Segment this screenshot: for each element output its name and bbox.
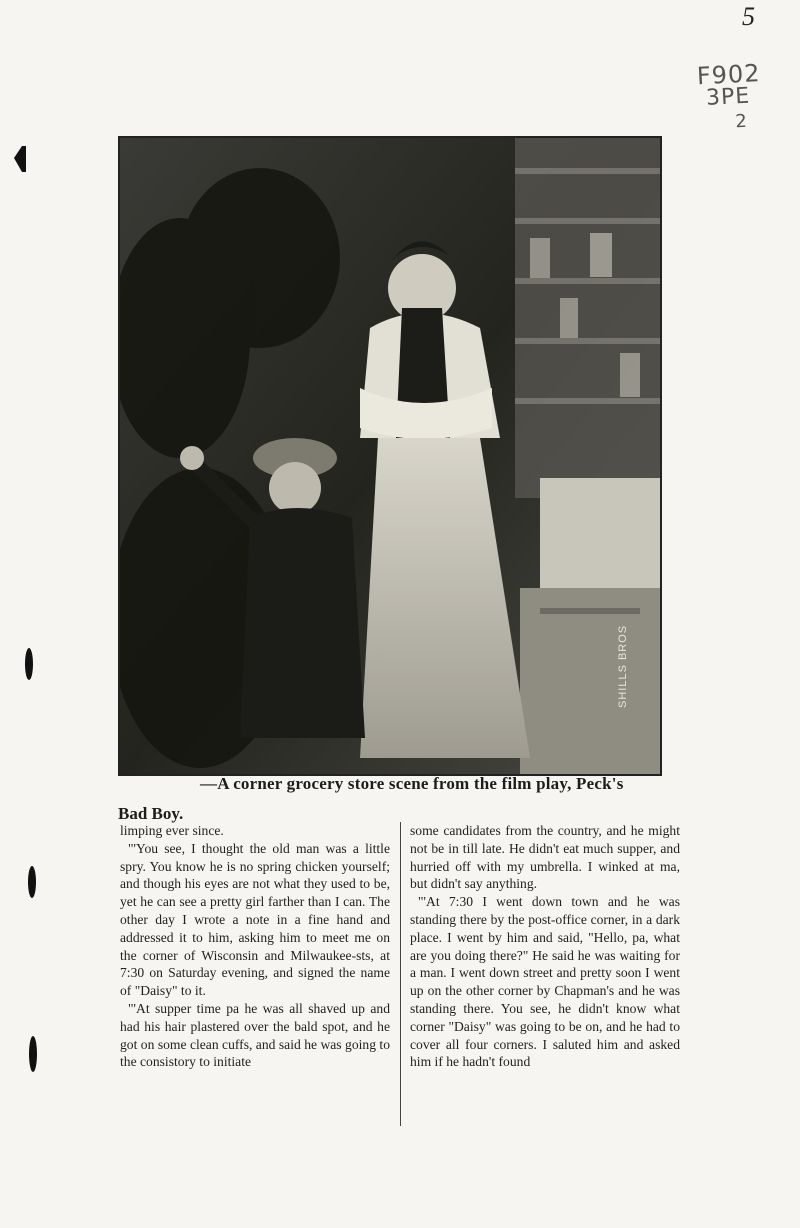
archive-catalog-mark bbox=[696, 58, 790, 135]
photo-caption-continued: Bad Boy. bbox=[118, 804, 184, 823]
article-paragraph: "'At 7:30 I went down town and he was standing there by the post-office corner, in a dark place. I went by him and said, "Hello, pa, what are you doing there?" He said he was waiting for a man. I went down street and pretty soon I went up on the other corner by Chapman's and he was standing there. You see, he didn't know what corner "Daisy" was going to be on, and he had to cover all four corners. I saluted him and asked him if he hadn't found bbox=[410, 894, 680, 1070]
article-paragraph: "'At supper time pa he was all shaved up and had his hair plastered over the bald spot, and he got on some clean cuffs, and said he was going to the consistory to initiate bbox=[120, 1000, 390, 1070]
article-paragraph: limping ever since. bbox=[120, 823, 224, 838]
photo-credit: SHILLS BROS bbox=[617, 624, 629, 708]
article-paragraph: "'You see, I thought the old man was a little spry. You know he is no spring chicken yourself; and though his eyes are not what they used to be, yet he can see a pretty girl farther than I can. The other day I wrote a note in a fine hand and addressed it to him, asking him to meet me on the corner of Wisconsin and Milwaukee-sts, at 7:30 on Saturday evening, and signed the name of "Daisy" to it. bbox=[120, 840, 390, 999]
store-shelves bbox=[515, 138, 660, 498]
binder-hole-2 bbox=[28, 866, 36, 898]
archive-mark-line3: 2 bbox=[734, 110, 748, 133]
photo-caption: —A corner grocery store scene from the film play, Peck's bbox=[200, 774, 624, 793]
crates bbox=[520, 478, 660, 774]
article-column-left bbox=[120, 822, 390, 1071]
page-number: 5 bbox=[742, 2, 755, 31]
column-divider bbox=[400, 822, 401, 1126]
binder-hole-3 bbox=[29, 1036, 37, 1072]
archive-mark-line1: F902 bbox=[696, 59, 762, 91]
film-still-photo bbox=[118, 136, 662, 776]
binder-tab-top bbox=[14, 146, 26, 172]
archive-mark-line2: 3PE bbox=[705, 83, 751, 111]
binder-hole-1 bbox=[25, 648, 33, 680]
article-paragraph: some candidates from the country, and he might not be in till late. He didn't eat much supper, and hurried off with my umbrella. I winked at ma, but didn't say anything. bbox=[410, 823, 680, 892]
binder-marks bbox=[0, 0, 60, 1228]
article-column-right bbox=[410, 822, 680, 1071]
